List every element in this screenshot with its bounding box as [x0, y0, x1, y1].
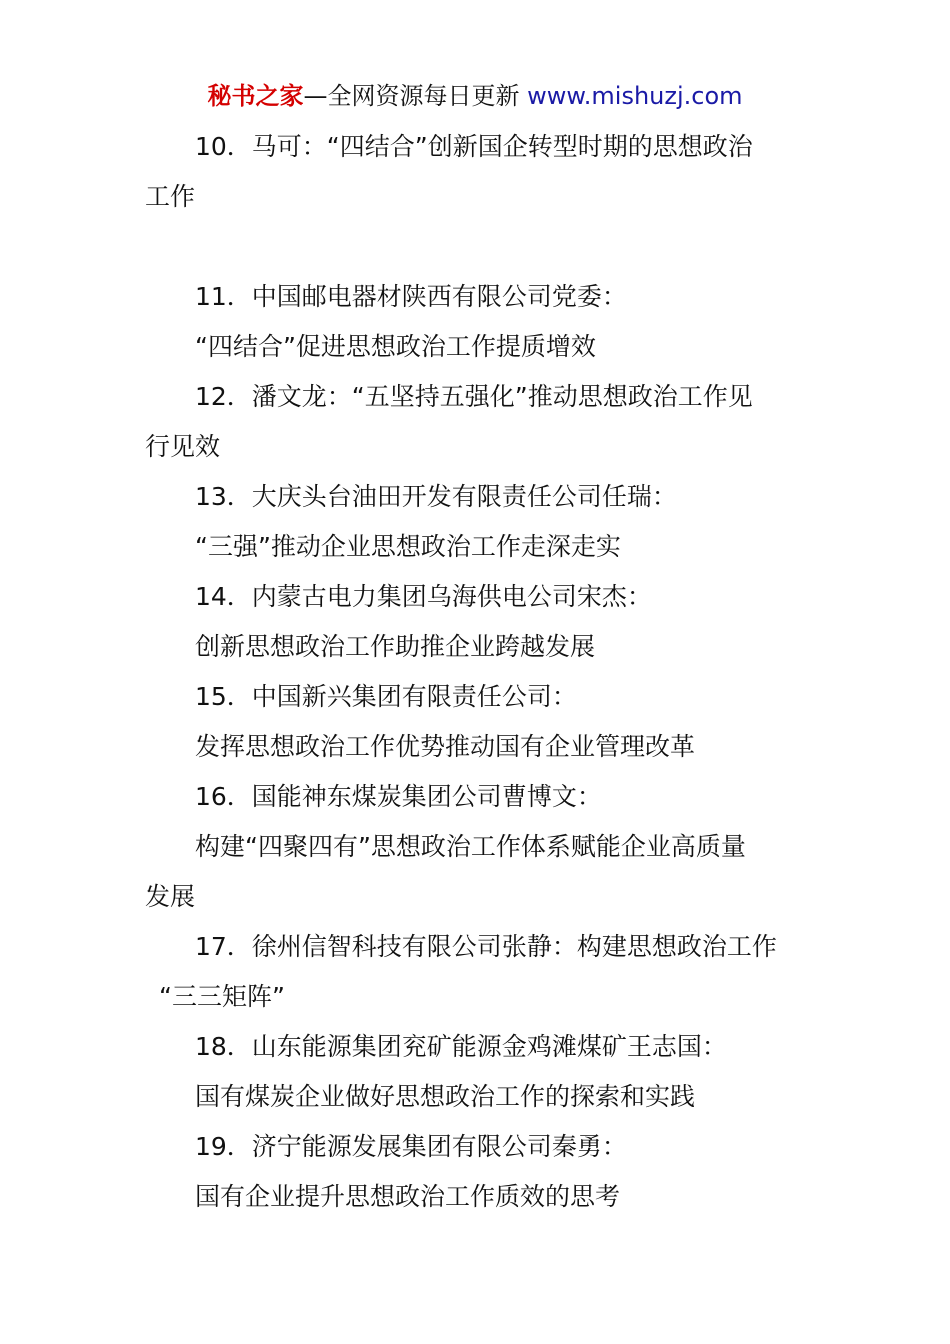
list-item-16-line-1: 16．国能神东煤炭集团公司曹博文： [195, 782, 602, 811]
list-item-17-line-2: “三三矩阵” [159, 982, 285, 1011]
list-item-13-line-1: 13．大庆头台油田开发有限责任公司任瑞： [195, 482, 677, 511]
list-item-18-line-1: 18．山东能源集团兖矿能源金鸡滩煤矿王志国： [195, 1032, 727, 1061]
list-item-14-line-1: 14．内蒙古电力集团乌海供电公司宋杰： [195, 582, 652, 611]
list-item-10-line-1: 10．马可：“四结合”创新国企转型时期的思想政治 [195, 132, 753, 161]
site-url-link[interactable]: www.mishuzj.com [519, 82, 743, 110]
list-item-16-line-3: 发展 [145, 882, 196, 911]
list-item-19-line-1: 19．济宁能源发展集团有限公司秦勇： [195, 1132, 627, 1161]
list-item-11-line-2: “四结合”促进思想政治工作提质增效 [195, 332, 596, 361]
list-item-10-line-2: 工作 [145, 182, 196, 211]
document-body [145, 122, 813, 1222]
list-item-12-line-1: 12．潘文龙：“五坚持五强化”推动思想政治工作见 [195, 382, 753, 411]
list-item-15-line-1: 15．中国新兴集团有限责任公司： [195, 682, 577, 711]
list-item-14-line-2: 创新思想政治工作助推企业跨越发展 [195, 632, 596, 661]
list-item-13-line-2: “三强”推动企业思想政治工作走深走实 [195, 532, 621, 561]
list-item-18-line-2: 国有煤炭企业做好思想政治工作的探索和实践 [195, 1082, 696, 1111]
list-item-11-line-1: 11．中国邮电器材陕西有限公司党委： [195, 282, 627, 311]
list-item-16-line-2: 构建“四聚四有”思想政治工作体系赋能企业高质量 [195, 832, 746, 861]
list-item-15-line-2: 发挥思想政治工作优势推动国有企业管理改革 [195, 732, 696, 761]
site-tagline: —全网资源每日更新 [303, 82, 520, 110]
paragraph-gap [145, 222, 813, 272]
site-brand: 秘书之家 [207, 82, 304, 110]
list-item-12-line-2: 行见效 [145, 432, 221, 461]
list-item-17-line-1: 17．徐州信智科技有限公司张静：构建思想政治工作 [195, 932, 777, 961]
site-header [0, 80, 950, 112]
list-item-19-line-2: 国有企业提升思想政治工作质效的思考 [195, 1182, 621, 1211]
